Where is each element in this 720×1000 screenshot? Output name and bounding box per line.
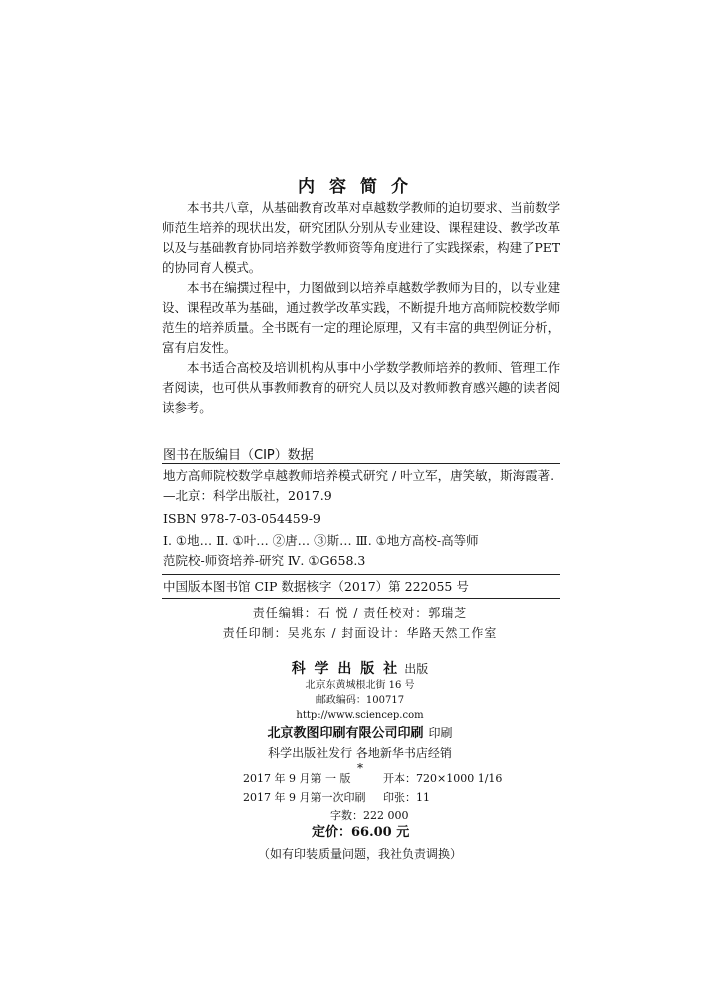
printer-name: 北京教图印刷有限公司印刷 (267, 726, 424, 741)
cip-mid-rule (162, 574, 560, 575)
publisher-postcode: 邮政编码：100717 (315, 695, 405, 706)
summary-paragraph: 本书在编撰过程中，力图做到以培养卓越数学教师为目的，以专业建设、课程改革为基础，通过教学改革实践，不断提升地方高师院校数学师范生的培养质量。全书既有一定的理论原理，又有丰富的典型例证分析，富有启发性。 (162, 280, 560, 355)
credits-editor-line: 责任编辑：石 悦 / 责任校对：郭瑞芝 (252, 606, 468, 620)
cip-record-line: 地方高师院校数学卓越教师培养模式研究 / 叶立军，唐笑敏，斯海霞著. (163, 468, 555, 483)
summary-title: 内容简介 (298, 177, 422, 197)
sheets-line: 印张：11 (383, 791, 430, 804)
distribution-line: 科学出版社发行 各地新华书店经销 (268, 746, 452, 760)
cip-bottom-rule (162, 598, 560, 599)
publisher-name-line (0, 658, 720, 678)
credits-printing-line: 责任印制：吴兆东 / 封面设计：华路天然工作室 (222, 626, 498, 640)
publisher-name: 科 学 出 版 社 (291, 661, 400, 677)
quality-note: （如有印装质量问题，我社负责调换） (257, 847, 462, 861)
printing-line: 2017 年 9 月第一次印刷 (243, 791, 366, 804)
cip-record (163, 466, 560, 506)
isbn-text: ISBN 978-7-03-054459-9 (163, 511, 321, 526)
price-line (312, 824, 409, 842)
edition-line: 2017 年 9 月第 一 版 (243, 772, 351, 785)
publisher-suffix: 出版 (404, 662, 429, 676)
price-value: 66.00 元 (351, 825, 410, 840)
cip-top-rule (162, 463, 560, 464)
price-label: 定价： (312, 825, 352, 840)
cip-verification (163, 577, 560, 597)
summary-paragraph: 本书共八章，从基础教育改革对卓越数学教师的迫切要求、当前数学师范生培养的现状出发，研究团队分别从专业建设、课程建设、教学改革以及与基础教育协同培养数学教师资等角度进行了实践探索，构建了PET的协同育人模式。 (162, 200, 560, 275)
format-line: 开本：720×1000 1/16 (383, 772, 503, 785)
cip-record-line: —北京：科学出版社，2017.9 (163, 488, 332, 503)
credits (0, 603, 720, 643)
printer-block (0, 722, 720, 774)
printer-suffix: 印刷 (428, 726, 453, 740)
cip-heading: 图书在版编目（CIP）数据 (163, 448, 314, 463)
summary-body (162, 198, 560, 418)
summary-paragraph: 本书适合高校及培训机构从事中小学数学教师培养的教师、管理工作者阅读，也可供从事教师教育的研究人员以及对教师教育感兴趣的读者阅读参考。 (162, 360, 560, 415)
cip-subjects (163, 531, 560, 571)
cip-subject-line: Ⅰ. ①地… Ⅱ. ①叶… ②唐… ③斯… Ⅲ. ①地方高校-高等师 (163, 533, 479, 548)
cip-verification-text: 中国版本图书馆 CIP 数据核字（2017）第 222055 号 (163, 579, 469, 594)
cip-subject-line: 范院校-师资培养-研究 Ⅳ. ①G658.3 (163, 553, 366, 568)
word-count: 字数：222 000 (330, 809, 409, 822)
publisher-website: http://www.sciencep.com (296, 710, 424, 721)
printer-line (0, 722, 720, 742)
publisher-address: 北京东黄城根北街 16 号 (305, 680, 415, 691)
separator-star: * (357, 761, 363, 775)
cip-isbn (163, 509, 560, 529)
publisher-block (0, 658, 720, 723)
